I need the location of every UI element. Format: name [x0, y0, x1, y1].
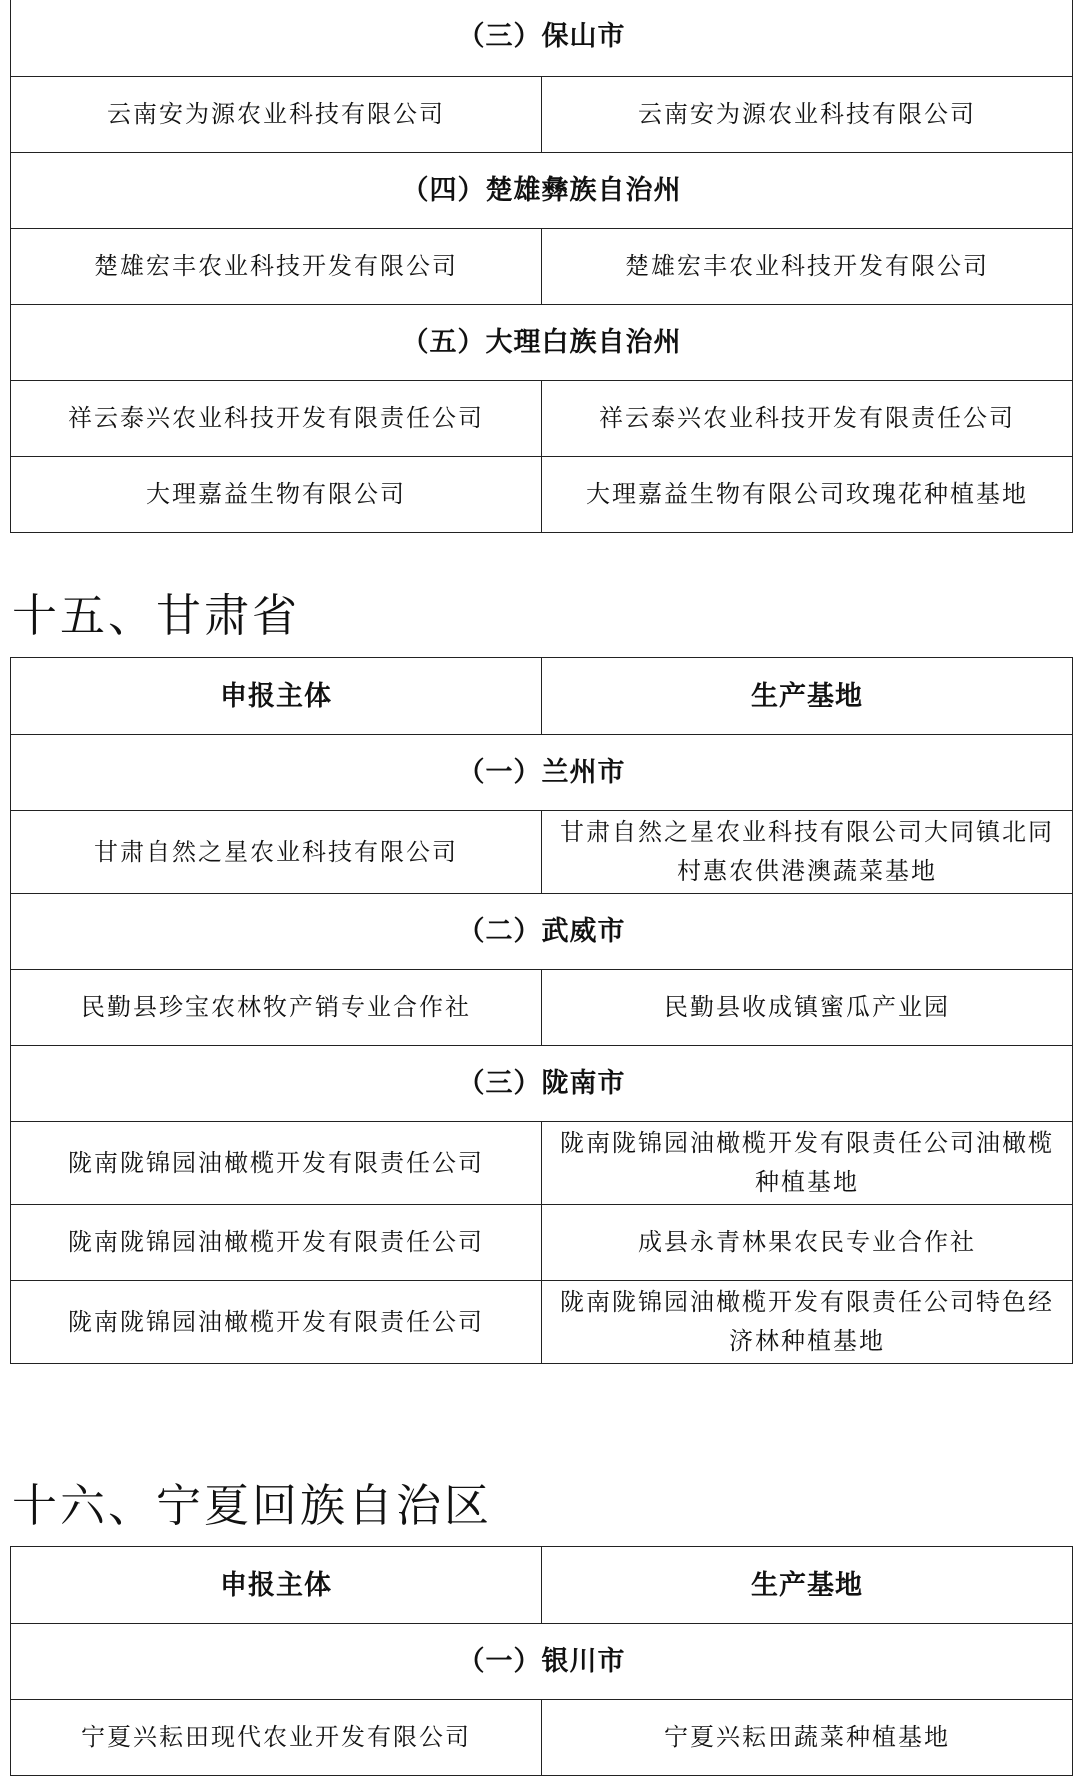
gansu-table [10, 657, 1073, 1364]
header-row [11, 658, 1073, 735]
table-row [11, 381, 1073, 457]
table-row [11, 457, 1073, 533]
column-header-base: 生产基地 [542, 1547, 1073, 1624]
table-row [11, 229, 1073, 305]
region-row [11, 894, 1073, 970]
section-title-ningxia: 十六、宁夏回族自治区 [12, 1479, 493, 1532]
base-cell: 楚雄宏丰农业科技开发有限公司 [542, 229, 1073, 305]
region-chuxiong: （四）楚雄彝族自治州 [11, 153, 1073, 229]
region-lanzhou: （一）兰州市 [11, 735, 1073, 811]
region-dali: （五）大理白族自治州 [11, 305, 1073, 381]
region-row [11, 1046, 1073, 1122]
base-cell: 甘肃自然之星农业科技有限公司大同镇北同村惠农供港澳蔬菜基地 [542, 811, 1073, 894]
applicant-cell: 大理嘉益生物有限公司 [11, 457, 542, 533]
column-header-base: 生产基地 [542, 658, 1073, 735]
base-cell: 宁夏兴耘田蔬菜种植基地 [542, 1700, 1073, 1776]
base-cell: 民勤县收成镇蜜瓜产业园 [542, 970, 1073, 1046]
applicant-cell: 陇南陇锦园油橄榄开发有限责任公司 [11, 1205, 542, 1281]
table-row [11, 811, 1073, 894]
applicant-cell: 民勤县珍宝农林牧产销专业合作社 [11, 970, 542, 1046]
table-row [11, 77, 1073, 153]
region-row [11, 305, 1073, 381]
base-cell: 大理嘉益生物有限公司玫瑰花种植基地 [542, 457, 1073, 533]
region-row [11, 735, 1073, 811]
applicant-cell: 宁夏兴耘田现代农业开发有限公司 [11, 1700, 542, 1776]
table-row [11, 1281, 1073, 1364]
header-row [11, 1547, 1073, 1624]
base-cell: 陇南陇锦园油橄榄开发有限责任公司油橄榄种植基地 [542, 1122, 1073, 1205]
region-row [11, 0, 1073, 77]
base-cell: 陇南陇锦园油橄榄开发有限责任公司特色经济林种植基地 [542, 1281, 1073, 1364]
region-longnan: （三）陇南市 [11, 1046, 1073, 1122]
base-cell: 云南安为源农业科技有限公司 [542, 77, 1073, 153]
region-row [11, 153, 1073, 229]
table-row [11, 1122, 1073, 1205]
ningxia-table [10, 1546, 1073, 1776]
applicant-cell: 陇南陇锦园油橄榄开发有限责任公司 [11, 1281, 542, 1364]
table-row [11, 1205, 1073, 1281]
table-row [11, 1700, 1073, 1776]
section-title-gansu: 十五、甘肃省 [12, 589, 301, 642]
yunnan-table [10, 0, 1073, 533]
column-header-applicant: 申报主体 [11, 1547, 542, 1624]
table-row [11, 970, 1073, 1046]
region-wuwei: （二）武威市 [11, 894, 1073, 970]
applicant-cell: 楚雄宏丰农业科技开发有限公司 [11, 229, 542, 305]
region-baoshan: （三）保山市 [11, 0, 1073, 77]
applicant-cell: 陇南陇锦园油橄榄开发有限责任公司 [11, 1122, 542, 1205]
base-cell: 祥云泰兴农业科技开发有限责任公司 [542, 381, 1073, 457]
column-header-applicant: 申报主体 [11, 658, 542, 735]
region-row [11, 1624, 1073, 1700]
region-yinchuan: （一）银川市 [11, 1624, 1073, 1700]
applicant-cell: 云南安为源农业科技有限公司 [11, 77, 542, 153]
applicant-cell: 甘肃自然之星农业科技有限公司 [11, 811, 542, 894]
base-cell: 成县永青林果农民专业合作社 [542, 1205, 1073, 1281]
applicant-cell: 祥云泰兴农业科技开发有限责任公司 [11, 381, 542, 457]
